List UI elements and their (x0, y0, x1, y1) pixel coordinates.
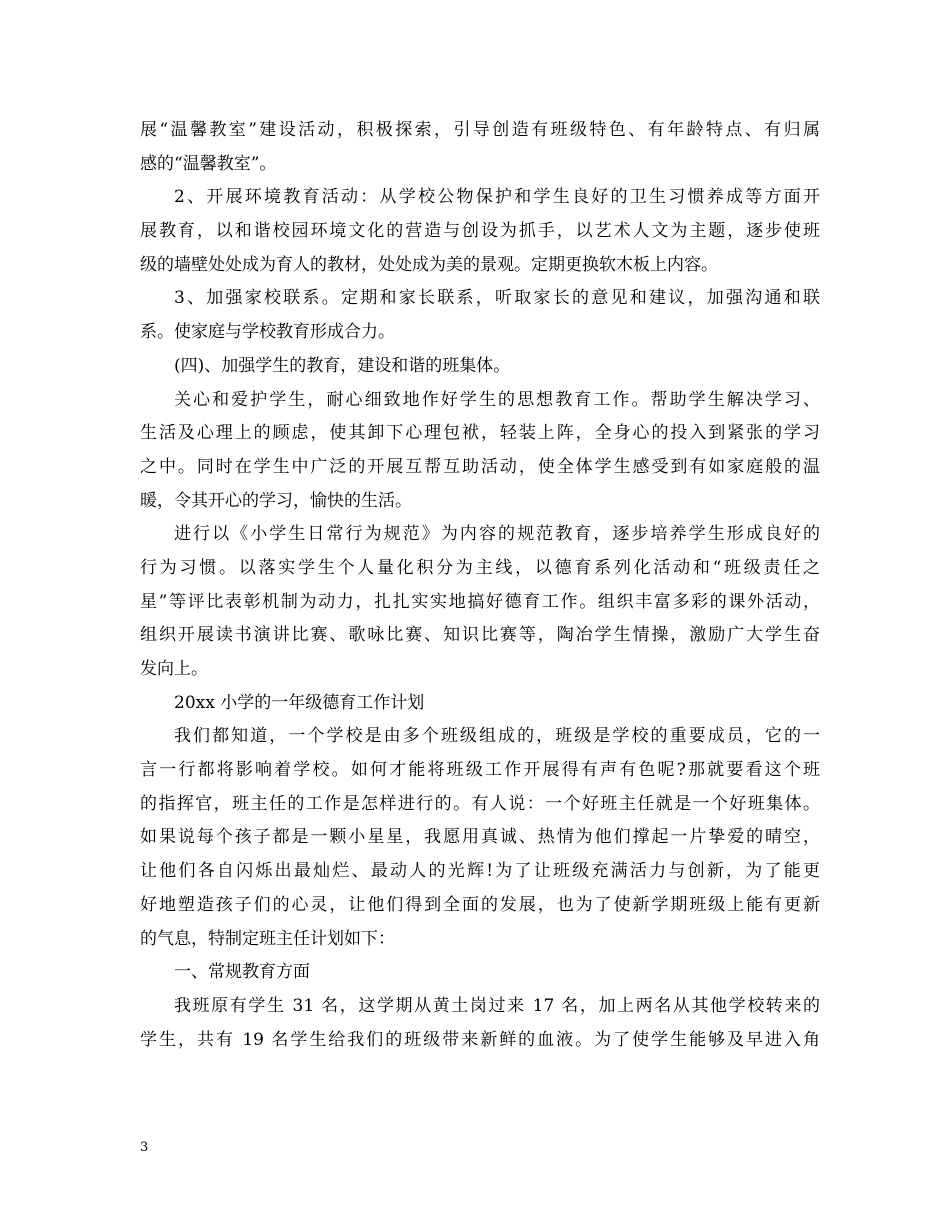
text-line: 言一行都将影响着学校。如何才能将班级工作开展得有声有色呢?那就要看这个班 (140, 760, 820, 781)
text-line: 一、常规教育方面 (174, 962, 310, 983)
text-line: 行为习惯。以落实学生个人量化积分为主线，以德育系列化活动和“班级责任之 (140, 557, 820, 578)
document-body (140, 114, 820, 1057)
text-line: 学生，共有 19 名学生给我们的班级带来新鲜的血液。为了使学生能够及早进入角 (140, 1029, 820, 1050)
text-line: 星”等评比表彰机制为动力，扎扎实实地搞好德育工作。组织丰富多彩的课外活动， (140, 591, 820, 612)
text-line: 20xx 小学的一年级德育工作计划 (174, 692, 425, 713)
text-line: 感的“温馨教室”。 (140, 153, 277, 174)
text-line: 的气息，特制定班主任计划如下： (140, 928, 395, 949)
text-line: 我班原有学生 31 名，这学期从黄土岗过来 17 名，加上两名从其他学校转来的 (174, 995, 820, 1016)
text-line: 展“温馨教室”建设活动，积极探索，引导创造有班级特色、有年龄特点、有归属 (140, 120, 820, 140)
page-number: 3 (140, 1140, 149, 1155)
text-line: 关心和爱护学生，耐心细致地作好学生的思想教育工作。帮助学生解决学习、 (174, 389, 820, 410)
text-line: 让他们各自闪烁出最灿烂、最动人的光辉!为了让班级充满活力与创新，为了能更 (140, 861, 820, 882)
text-line: 系。使家庭与学校教育形成合力。 (140, 322, 395, 343)
text-line: 级的墙壁处处成为育人的教材，处处成为美的景观。定期更换软木板上内容。 (140, 254, 718, 275)
text-line: 展教育，以和谐校园环境文化的营造与创设为抓手，以艺术人文为主题，逐步使班 (140, 221, 820, 242)
text-line: 3、加强家校联系。定期和家长联系，听取家长的意见和建议，加强沟通和联 (174, 288, 820, 309)
text-line: (四)、加强学生的教育，建设和谐的班集体。 (174, 355, 511, 376)
text-line: 生活及心理上的顾虑，使其卸下心理包袱，轻装上阵，全身心的投入到紧张的学习 (140, 423, 820, 444)
text-line: 我们都知道，一个学校是由多个班级组成的，班级是学校的重要成员，它的一 (174, 726, 820, 747)
text-line: 的指挥官，班主任的工作是怎样进行的。有人说：一个好班主任就是一个好班集体。 (140, 793, 820, 814)
text-line: 如果说每个孩子都是一颗小星星，我愿用真诚、热情为他们撑起一片挚爱的晴空， (140, 827, 820, 848)
text-line: 2、开展环境教育活动：从学校公物保护和学生良好的卫生习惯养成等方面开 (174, 187, 820, 208)
text-line: 之中。同时在学生中广泛的开展互帮互助活动，使全体学生感受到有如家庭般的温 (140, 456, 820, 477)
text-line: 组织开展读书演讲比赛、歌咏比赛、知识比赛等，陶冶学生情操，激励广大学生奋 (140, 625, 820, 646)
text-line: 暖，令其开心的学习，愉快的生活。 (140, 490, 412, 511)
text-line: 发向上。 (140, 659, 208, 679)
text-line: 进行以《小学生日常行为规范》为内容的规范教育，逐步培养学生形成良好的 (174, 524, 820, 545)
text-line: 好地塑造孩子们的心灵，让他们得到全面的发展，也为了使新学期班级上能有更新 (140, 894, 820, 915)
